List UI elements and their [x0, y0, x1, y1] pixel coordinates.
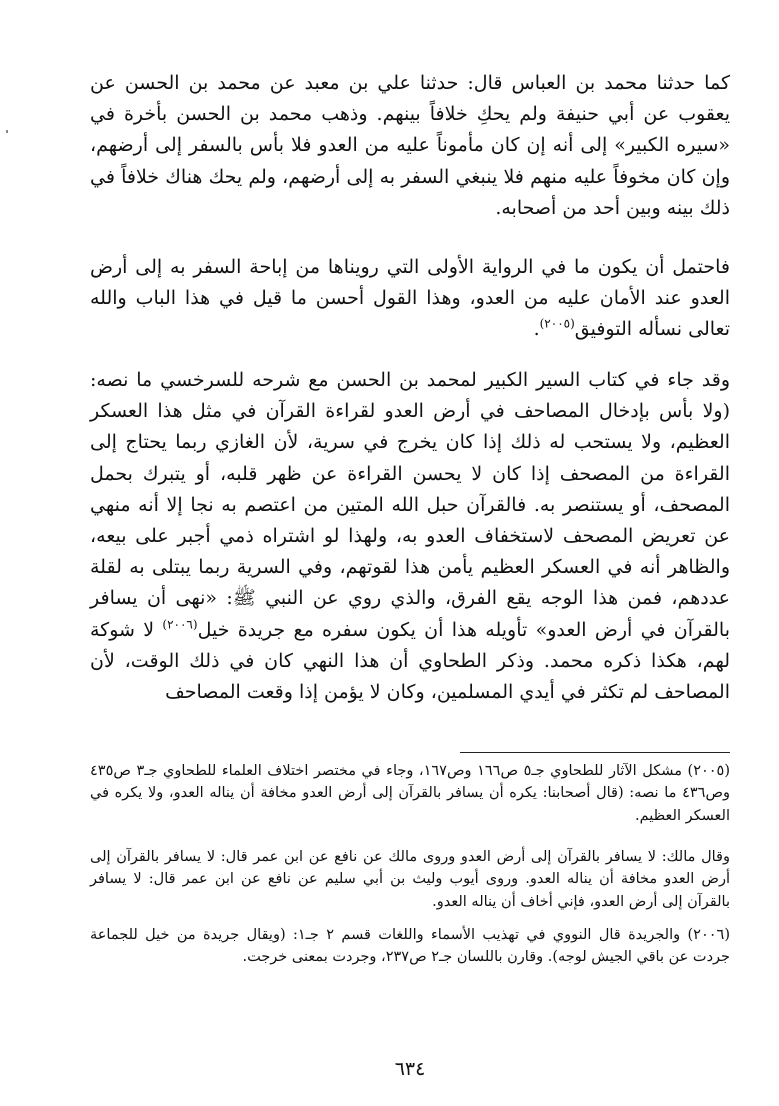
paragraph-2-text: فاحتمل أن يكون ما في الرواية الأولى التي رويناها من إباحة السفر به إلى أرض العدو عند الأمان عليه من العدو، وهذا القول أحسن ما قيل في هذا الباب والله تعالى نسأله التوفيق [90, 256, 730, 341]
document-page [90, 68, 730, 1078]
paragraph-3-continued: لا شوكة لهم، هكذا ذكره محمد. وذكر الطحاوي أن هذا النهي كان في ذلك الوقت، لأن المصاحف لم تكثر في أيدي المسلمين، وكان لا يؤمن إذا وقعت المصاحف [90, 618, 730, 704]
page-number: ٦٣٤ [394, 1058, 426, 1080]
paragraph-3 [90, 365, 730, 708]
footnote-ref-2005[interactable]: (٢٠٠٥) [539, 317, 575, 332]
footnote-separator [460, 752, 730, 753]
paragraph-3-text: وقد جاء في كتاب السير الكبير لمحمد بن الحسن مع شرحه للسرخسي ما نصه: (ولا بأس بإدخال المصاحف في أرض العدو لقراءة القرآن في مثل هذا العسكر العظيم، ولا يستحب له ذلك إذا كان يخرج في سرية، لأن الغازي ربما يحتاج إلى القراءة من المصحف إذا كان لا يحسن القراءة عن ظهر قلبه، أو يتبرك بحمل المصحف، أو يستنصر به. فالقرآن حبل الله المتين من اعتصم به نجا إلا أنه منهي عن تعريض المصحف لاستخفاف العدو به، ولهذا لو اشتراه ذمي أجبر على بيعه، والظاهر أنه في العسكر العظيم يأمن هذا لقوتهم، وفي السرية ربما يبتلى به لقلة عددهم، فمن هذا الوجه يقع الفرق، والذي روي عن النبي ﷺ: «نهى أن يسافر بالقرآن في أرض العدو» تأويله هذا أن يكون سفره مع جريدة خيل [90, 369, 730, 641]
footnote-2005-continued: وقال مالك: لا يسافر بالقرآن إلى أرض العدو وروى مالك عن نافع عن ابن عمر قال: لا يسافر بالقرآن إلى أرض العدو مخافة أن يناله العدو. وروى أيوب وليث بن أبي سليم عن نافع عن ابن عمر قال: لا يسافر بالقرآن إلى أرض العدو، فإني أخاف أن يناله العدو. [90, 849, 730, 910]
footnote-2006: (٢٠٠٦) والجريدة قال النووي في تهذيب الأسماء واللغات قسم ٢ جـ١: (ويقال جريدة من خيل للجماعة جردت عن باقي الجيش لوجه). وقارن باللسان جـ٢ ص٢٣٧، وجردت بمعنى خرجت. [90, 927, 730, 966]
paragraph-2 [90, 252, 730, 346]
paragraph-2-end: . [533, 318, 540, 341]
paragraph-1: كما حدثنا محمد بن العباس قال: حدثنا علي بن معبد عن محمد بن الحسن عن يعقوب عن أبي حنيفة ولم يحكِ خلافاً بينهم. وذهب محمد بن الحسن بأخرة في «سيره الكبير» إلى أنه إن كان مأموناً عليه من العدو فلا بأس بالسفر إلى أرضهم، وإن كان مخوفاً عليه منهم فلا ينبغي السفر به إلى أرضهم، ولم يحك هناك خلافاً في ذلك بينه وبين أحد من أصحابه. [90, 72, 730, 219]
footnote-ref-2006[interactable]: (٢٠٠٦) [162, 617, 198, 632]
scan-artifact [6, 130, 8, 133]
footnote-2005: (٢٠٠٥) مشكل الآثار للطحاوي جـ٥ ص١٦٦ وص١٦٧، وجاء في مختصر اختلاف العلماء للطحاوي جـ٣ ص٤٣٥ وص٤٣٦ ما نصه: (قال أصحابنا: يكره أن يسافر بالقرآن إلى أرض العدو مخافة أن يناله العدو، ولا يكره في العسكر العظيم. [90, 763, 731, 824]
